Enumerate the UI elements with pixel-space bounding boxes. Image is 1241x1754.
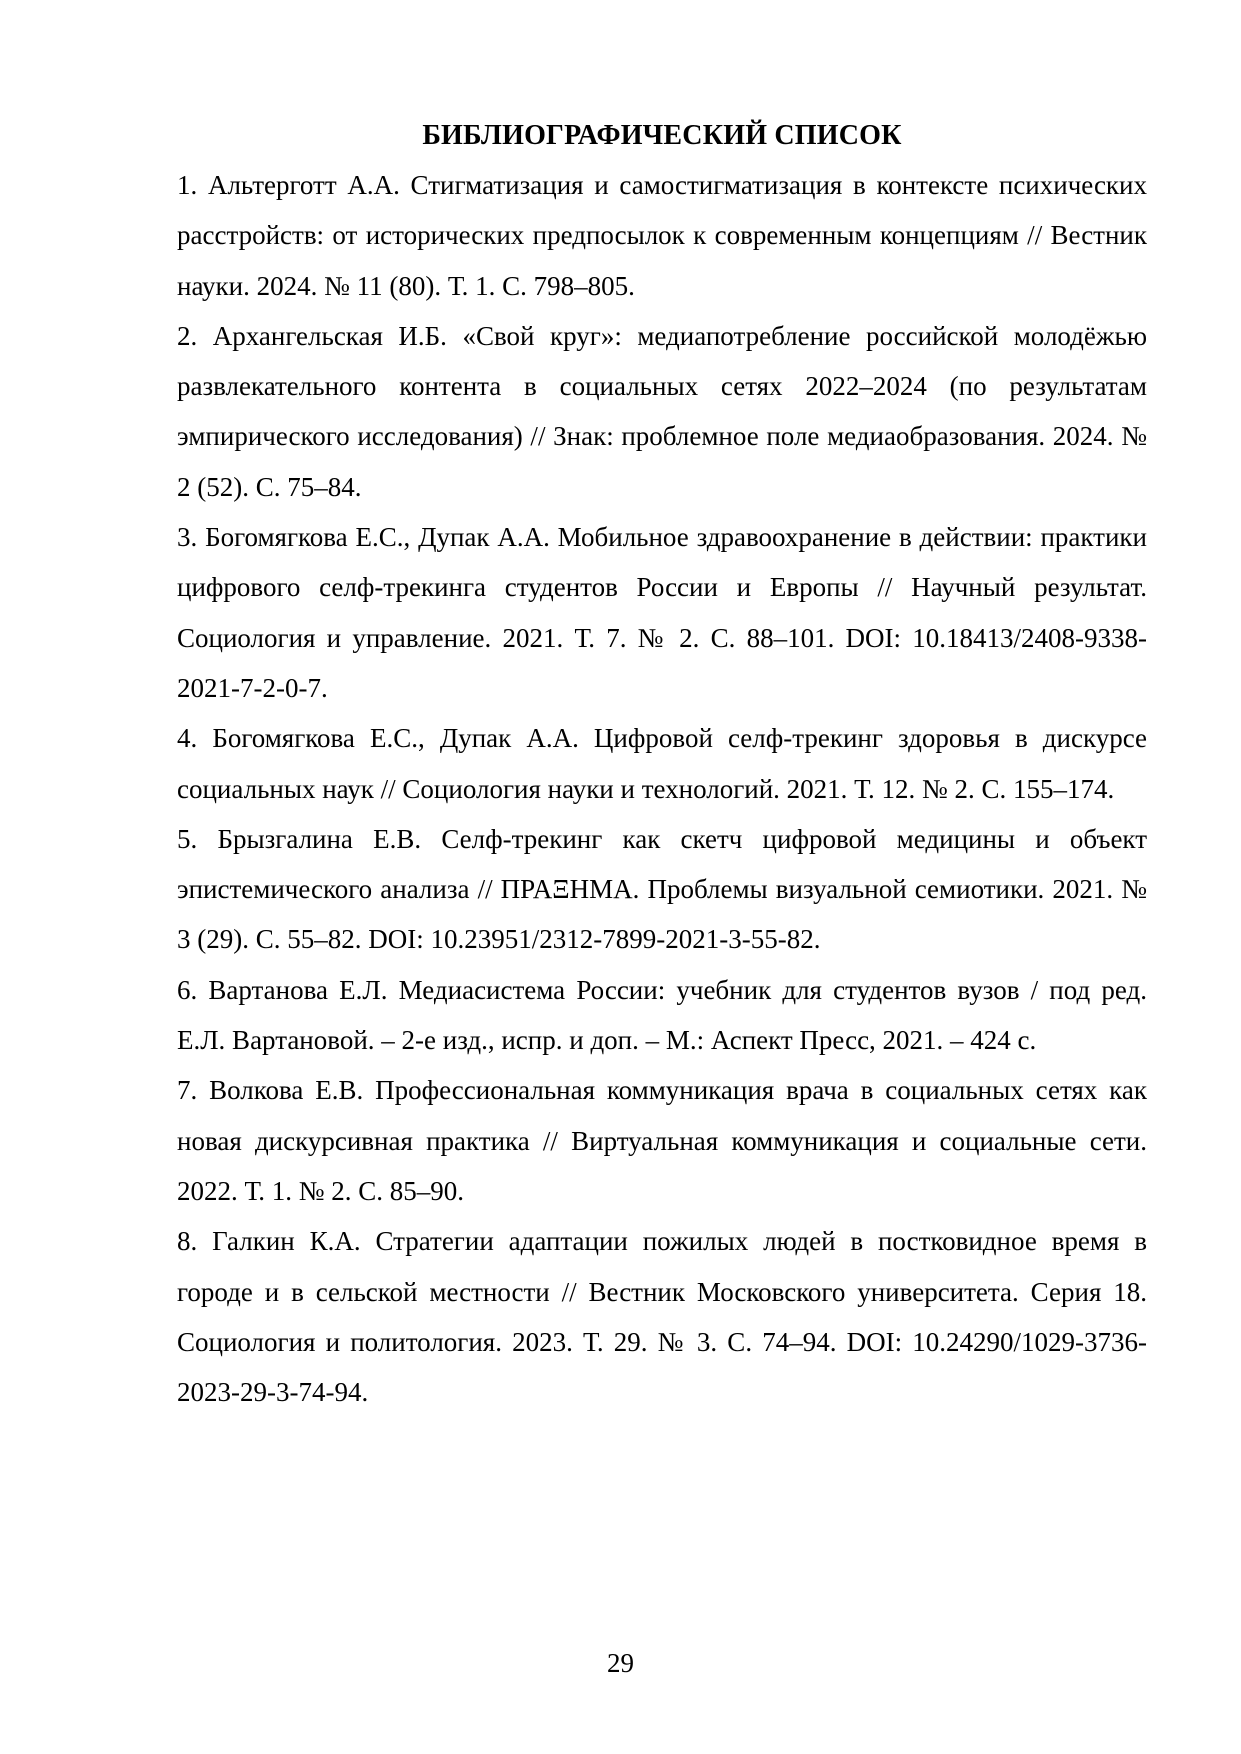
- bibliography-entry: 4. Богомягкова Е.С., Дупак А.А. Цифровой селф-трекинг здоровья в дискурсе социальных наук // Социология науки и технологий. 2021. Т. 12. № 2. С. 155–174.: [177, 723, 1147, 804]
- bibliography-entry: 1. Альтерготт А.А. Стигматизация и самостигматизация в контексте психических расстройств: от исторических предпосылок к современным концепциям // Вестник науки. 2024. № 11 (80). Т. 1. С. 798–805.: [177, 170, 1147, 301]
- page-number: 29: [607, 1648, 634, 1678]
- page-content: [177, 112, 1147, 1417]
- bibliography-entry: 2. Архангельская И.Б. «Свой круг»: медиапотребление российской молодёжью развлекательного контента в социальных сетях 2022–2024 (по результатам эмпирического исследования) // Знак: проблемное поле медиаобразования. 2024. № 2 (52). С. 75–84.: [177, 320, 1147, 502]
- bibliography-entry: 5. Брызгалина Е.В. Селф-трекинг как скетч цифровой медицины и объект эпистемического анализа // ΠΡΑΞΗΜΑ. Проблемы визуальной семиотики. 2021. № 3 (29). С. 55–82. DOI: 10.23951/2312-7899-2021-3-55-82.: [177, 823, 1147, 955]
- bibliography-list: [177, 160, 1147, 1417]
- bibliography-entry: 3. Богомягкова Е.С., Дупак А.А. Мобильное здравоохранение в действии: практики цифрового селф-трекинга студентов России и Европы // Научный результат. Социология и управление. 2021. Т. 7. № 2. С. 88–101. DOI: 10.18413/2408-9338-2021-7-2-0-7.: [177, 522, 1147, 703]
- bibliography-entry: 8. Галкин К.А. Стратегии адаптации пожилых людей в постковидное время в городе и в сельской местности // Вестник Московского университета. Серия 18. Социология и политология. 2023. Т. 29. № 3. С. 74–94. DOI: 10.24290/1029-3736-2023-29-3-74-94.: [177, 1226, 1147, 1408]
- bibliography-entry: 6. Вартанова Е.Л. Медиасистема России: учебник для студентов вузов / под ред. Е.Л. Вартановой. – 2-е изд., испр. и доп. – М.: Аспект Пресс, 2021. – 424 с.: [177, 974, 1147, 1056]
- page-title: БИБЛИОГРАФИЧЕСКИЙ СПИСОК: [422, 120, 902, 151]
- bibliography-entry: 7. Волкова Е.В. Профессиональная коммуникация врача в социальных сетях как новая дискурсивная практика // Виртуальная коммуникация и социальные сети. 2022. Т. 1. № 2. С. 85–90.: [177, 1075, 1147, 1206]
